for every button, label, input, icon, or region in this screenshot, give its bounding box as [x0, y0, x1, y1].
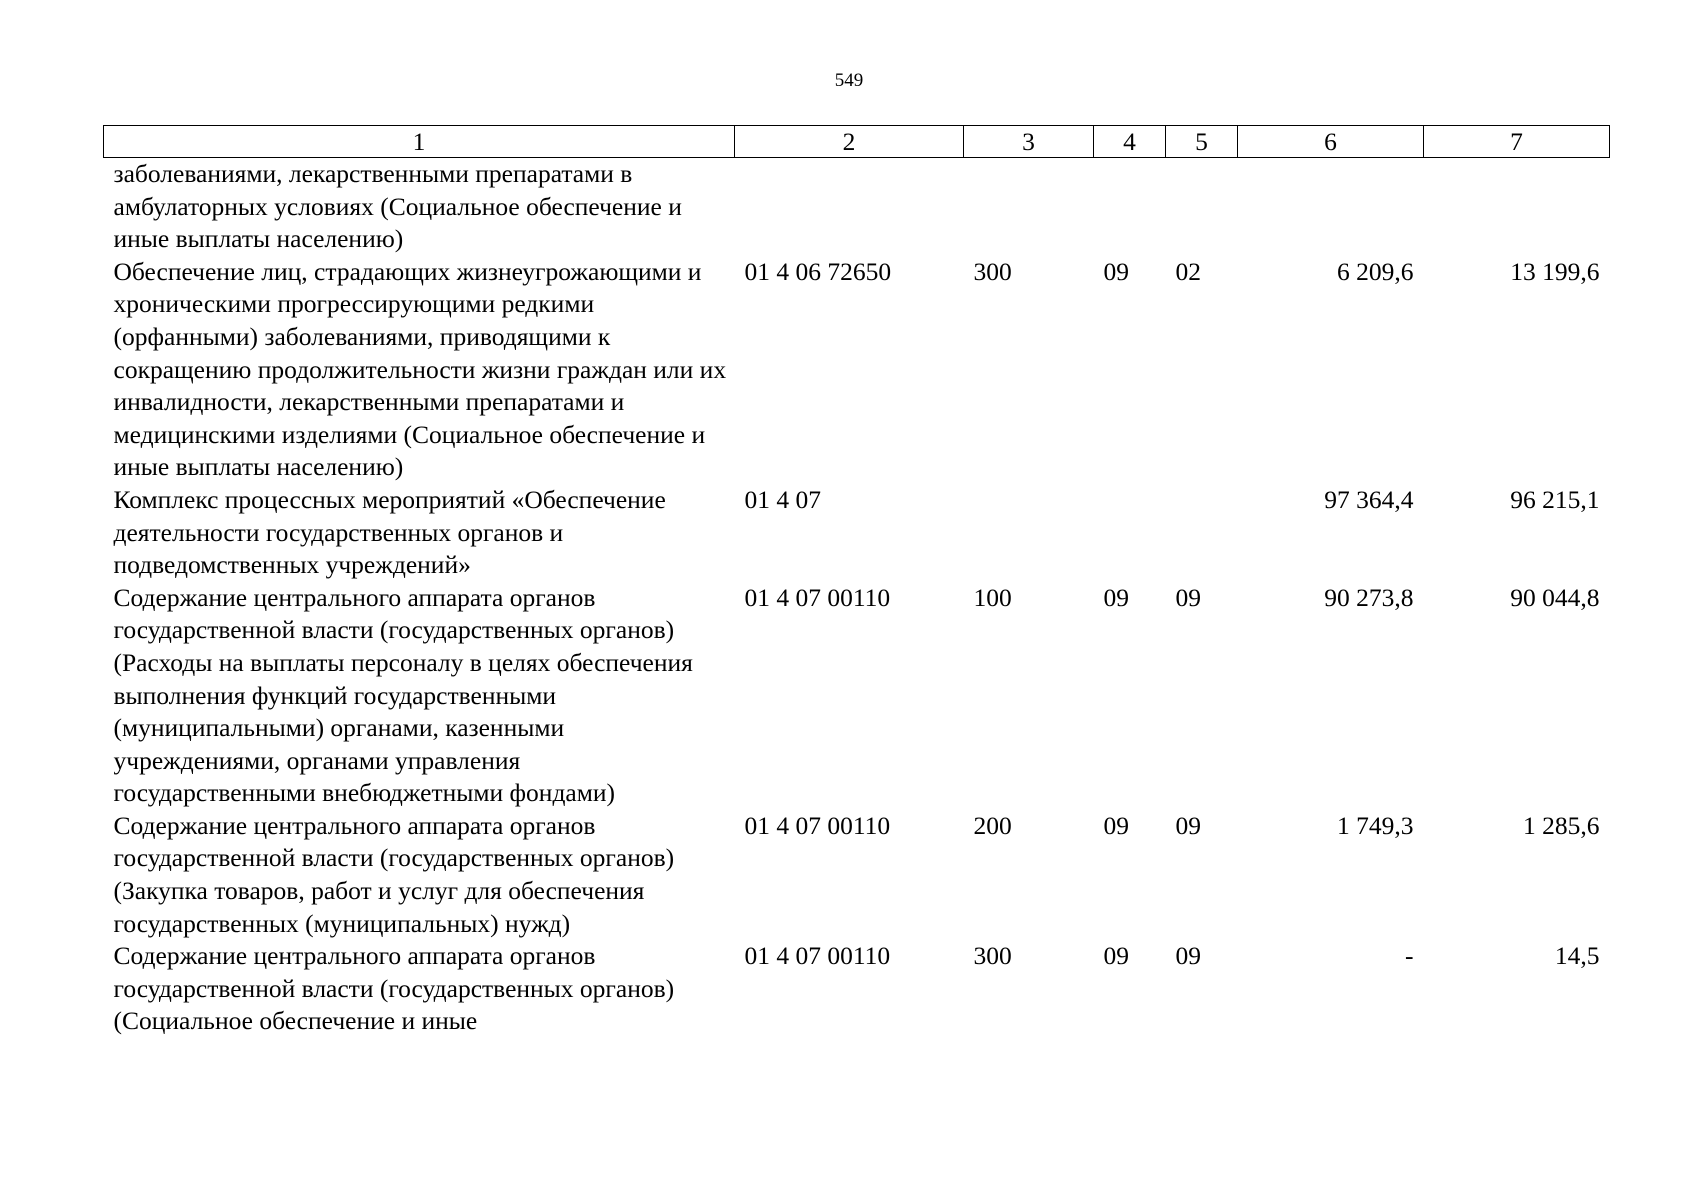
row-amount-1: 97 364,4 — [1324, 484, 1414, 514]
row-subsection — [1166, 158, 1238, 256]
row-target-code: 01 4 06 72650 — [744, 256, 892, 286]
row-target-code: 01 4 07 — [744, 484, 821, 514]
row-amount-1: - — [1405, 941, 1414, 971]
row-amount-1: 6 209,6 — [1337, 256, 1414, 286]
header-row — [104, 126, 1610, 158]
column-header-4: 4 — [1094, 126, 1166, 158]
row-expense-type: 300 — [973, 256, 1012, 286]
column-header-2: 2 — [735, 126, 964, 158]
row-section: 09 — [1103, 256, 1129, 286]
row-target-code — [735, 158, 964, 256]
row-target-code: 01 4 07 00110 — [744, 810, 891, 840]
table-row — [104, 256, 1610, 484]
row-description: Комплекс процессных мероприятий «Обеспечение деятельности государственных органов и подведомственных учреждений» — [113, 484, 666, 580]
row-amount-1 — [1238, 158, 1424, 256]
row-section — [1094, 484, 1166, 582]
page-number: 549 — [834, 70, 864, 91]
table-row — [104, 810, 1610, 940]
table-row — [104, 582, 1610, 810]
row-section: 09 — [1103, 941, 1129, 971]
row-expense-type: 100 — [973, 582, 1012, 612]
column-header-7: 7 — [1424, 126, 1610, 158]
column-header-1: 1 — [104, 126, 735, 158]
row-subsection — [1166, 484, 1238, 582]
row-expense-type: 300 — [973, 941, 1012, 971]
row-amount-2 — [1424, 158, 1610, 256]
row-description: Содержание центрального аппарата органов государственной власти (государственных органов) (Социальное обеспечение и иные — [113, 941, 675, 1036]
row-section: 09 — [1103, 810, 1129, 840]
row-expense-type: 200 — [973, 810, 1012, 840]
row-target-code: 01 4 07 00110 — [744, 582, 891, 612]
row-amount-2: 90 044,8 — [1510, 582, 1600, 612]
row-amount-1: 90 273,8 — [1324, 582, 1414, 612]
budget-table — [103, 125, 1610, 1038]
table-row — [104, 940, 1610, 1038]
row-description: Содержание центрального аппарата органов государственной власти (государственных органов) (Расходы на выплаты персоналу в целях обеспечения выполнения функций государственными (муниципальными) органами, казенными учреждениями, органами управления государственными внебюджетными фондами) — [113, 582, 693, 808]
table-body — [104, 158, 1610, 1039]
row-section: 09 — [1103, 582, 1129, 612]
row-subsection: 09 — [1175, 941, 1201, 971]
row-amount-2: 96 215,1 — [1510, 484, 1600, 514]
row-amount-2: 14,5 — [1554, 941, 1600, 971]
row-amount-1: 1 749,3 — [1337, 810, 1414, 840]
row-target-code: 01 4 07 00110 — [744, 941, 891, 971]
row-subsection: 09 — [1175, 810, 1201, 840]
row-description: Обеспечение лиц, страдающих жизнеугрожающими и хроническими прогрессирующими редкими (орфанными) заболеваниями, приводящими к сокращению продолжительности жизни граждан или их инвалидности, лекарственными препаратами и медицинскими изделиями (Социальное обеспечение и иные выплаты населению) — [113, 256, 727, 482]
row-section — [1094, 158, 1166, 256]
column-header-3: 3 — [964, 126, 1094, 158]
row-expense-type — [964, 158, 1094, 256]
row-expense-type — [964, 484, 1094, 582]
row-subsection: 09 — [1175, 582, 1201, 612]
table-row — [104, 484, 1610, 582]
row-description: Содержание центрального аппарата органов государственной власти (государственных органов) (Закупка товаров, работ и услуг для обеспечения государственных (муниципальных) нужд) — [113, 810, 675, 938]
row-subsection: 02 — [1175, 256, 1201, 286]
column-header-6: 6 — [1238, 126, 1424, 158]
row-description: заболеваниями, лекарственными препаратами в амбулаторных условиях (Социальное обеспечение и иные выплаты населению) — [113, 159, 682, 254]
column-header-5: 5 — [1166, 126, 1238, 158]
table-header — [104, 126, 1610, 158]
row-amount-2: 1 285,6 — [1523, 810, 1600, 840]
table-row — [104, 158, 1610, 256]
row-amount-2: 13 199,6 — [1510, 256, 1600, 286]
